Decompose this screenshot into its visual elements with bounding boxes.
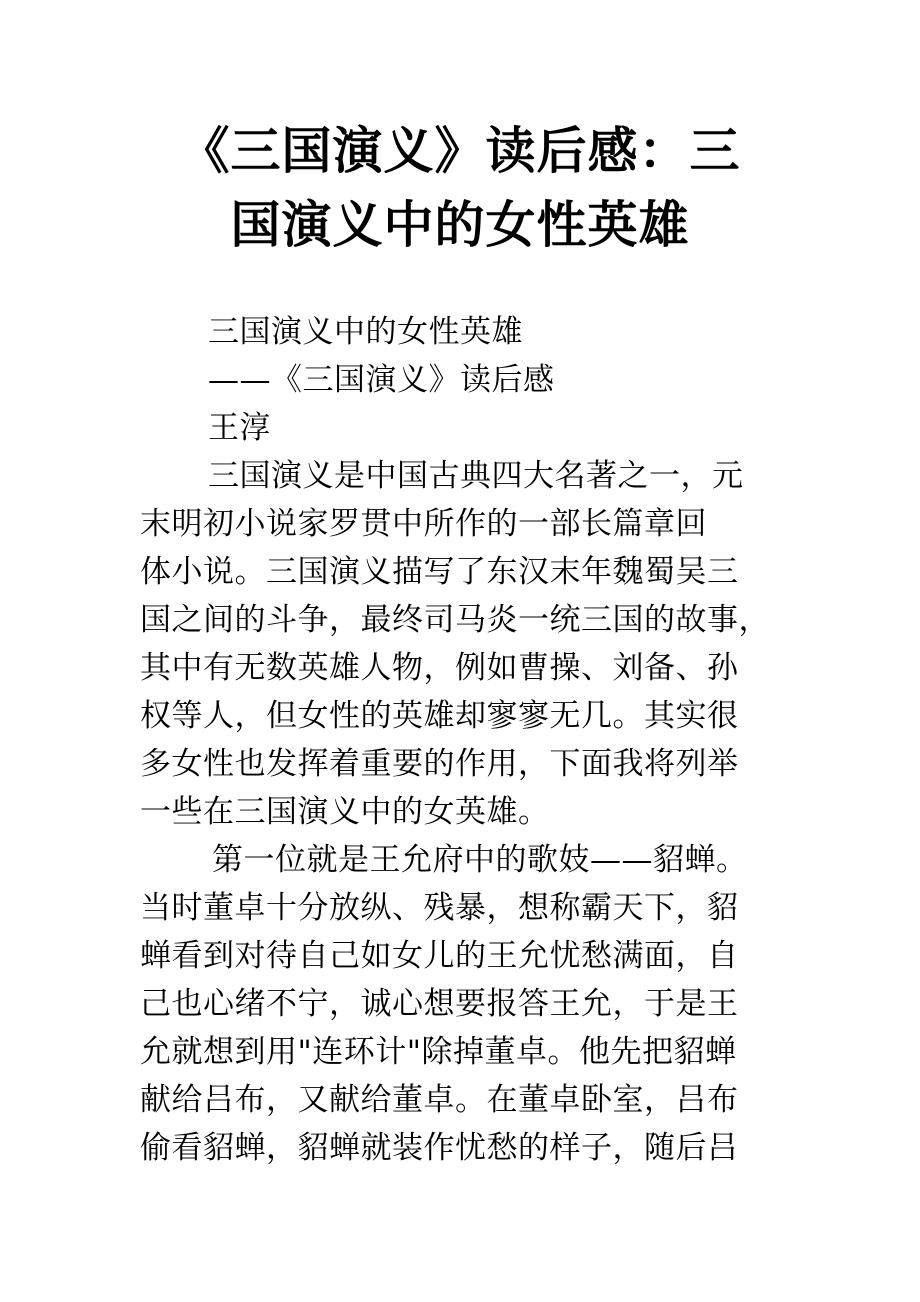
subtitle-secondary: ——《三国演义》读后感: [208, 362, 555, 398]
subtitle: 三国演义中的女性英雄: [208, 314, 523, 350]
paragraph-line: 一些在三国演义中的女英雄。: [140, 794, 550, 830]
paragraph-line: 第一位就是王允府中的歌妓——貂蝉。: [212, 842, 748, 878]
paragraph-line: 末明初小说家罗贯中所作的一部长篇章回: [140, 506, 707, 542]
paragraph-2: [140, 836, 800, 1172]
paragraph-line: 多女性也发挥着重要的作用，下面我将列举: [140, 746, 739, 782]
paragraph-line: 蝉看到对待自己如女儿的王允忧愁满面，自: [140, 938, 739, 974]
paragraph-line: 权等人，但女性的英雄却寥寥无几。其实很: [140, 698, 739, 734]
paragraph-line: 献给吕布，又献给董卓。在董卓卧室，吕布: [140, 1082, 739, 1118]
author: 王淳: [208, 410, 271, 446]
paragraph-line: 当时董卓十分放纵、残暴，想称霸天下，貂: [140, 890, 739, 926]
paragraph-line: 偷看貂蝉，貂蝉就装作忧愁的样子，随后吕: [140, 1130, 739, 1166]
document-title: [140, 114, 780, 262]
paragraph-1: [140, 452, 800, 836]
paragraph-line: 己也心绪不宁，诚心想要报答王允，于是王: [140, 986, 739, 1022]
paragraph-line: 允就想到用"连环计"除掉董卓。他先把貂蝉: [140, 1034, 737, 1070]
paragraph-line: 其中有无数英雄人物，例如曹操、刘备、孙: [140, 650, 739, 686]
paragraph-line: 三国演义是中国古典四大名著之一，元: [208, 458, 744, 494]
title-line: 国演义中的女性英雄: [230, 196, 690, 254]
document-body: [140, 308, 800, 1172]
paragraph-line: 体小说。三国演义描写了东汉末年魏蜀吴三: [140, 554, 739, 590]
title-line: 《三国演义》读后感：三: [179, 122, 741, 180]
paragraph-line: 国之间的斗争，最终司马炎一统三国的故事，: [140, 602, 770, 638]
